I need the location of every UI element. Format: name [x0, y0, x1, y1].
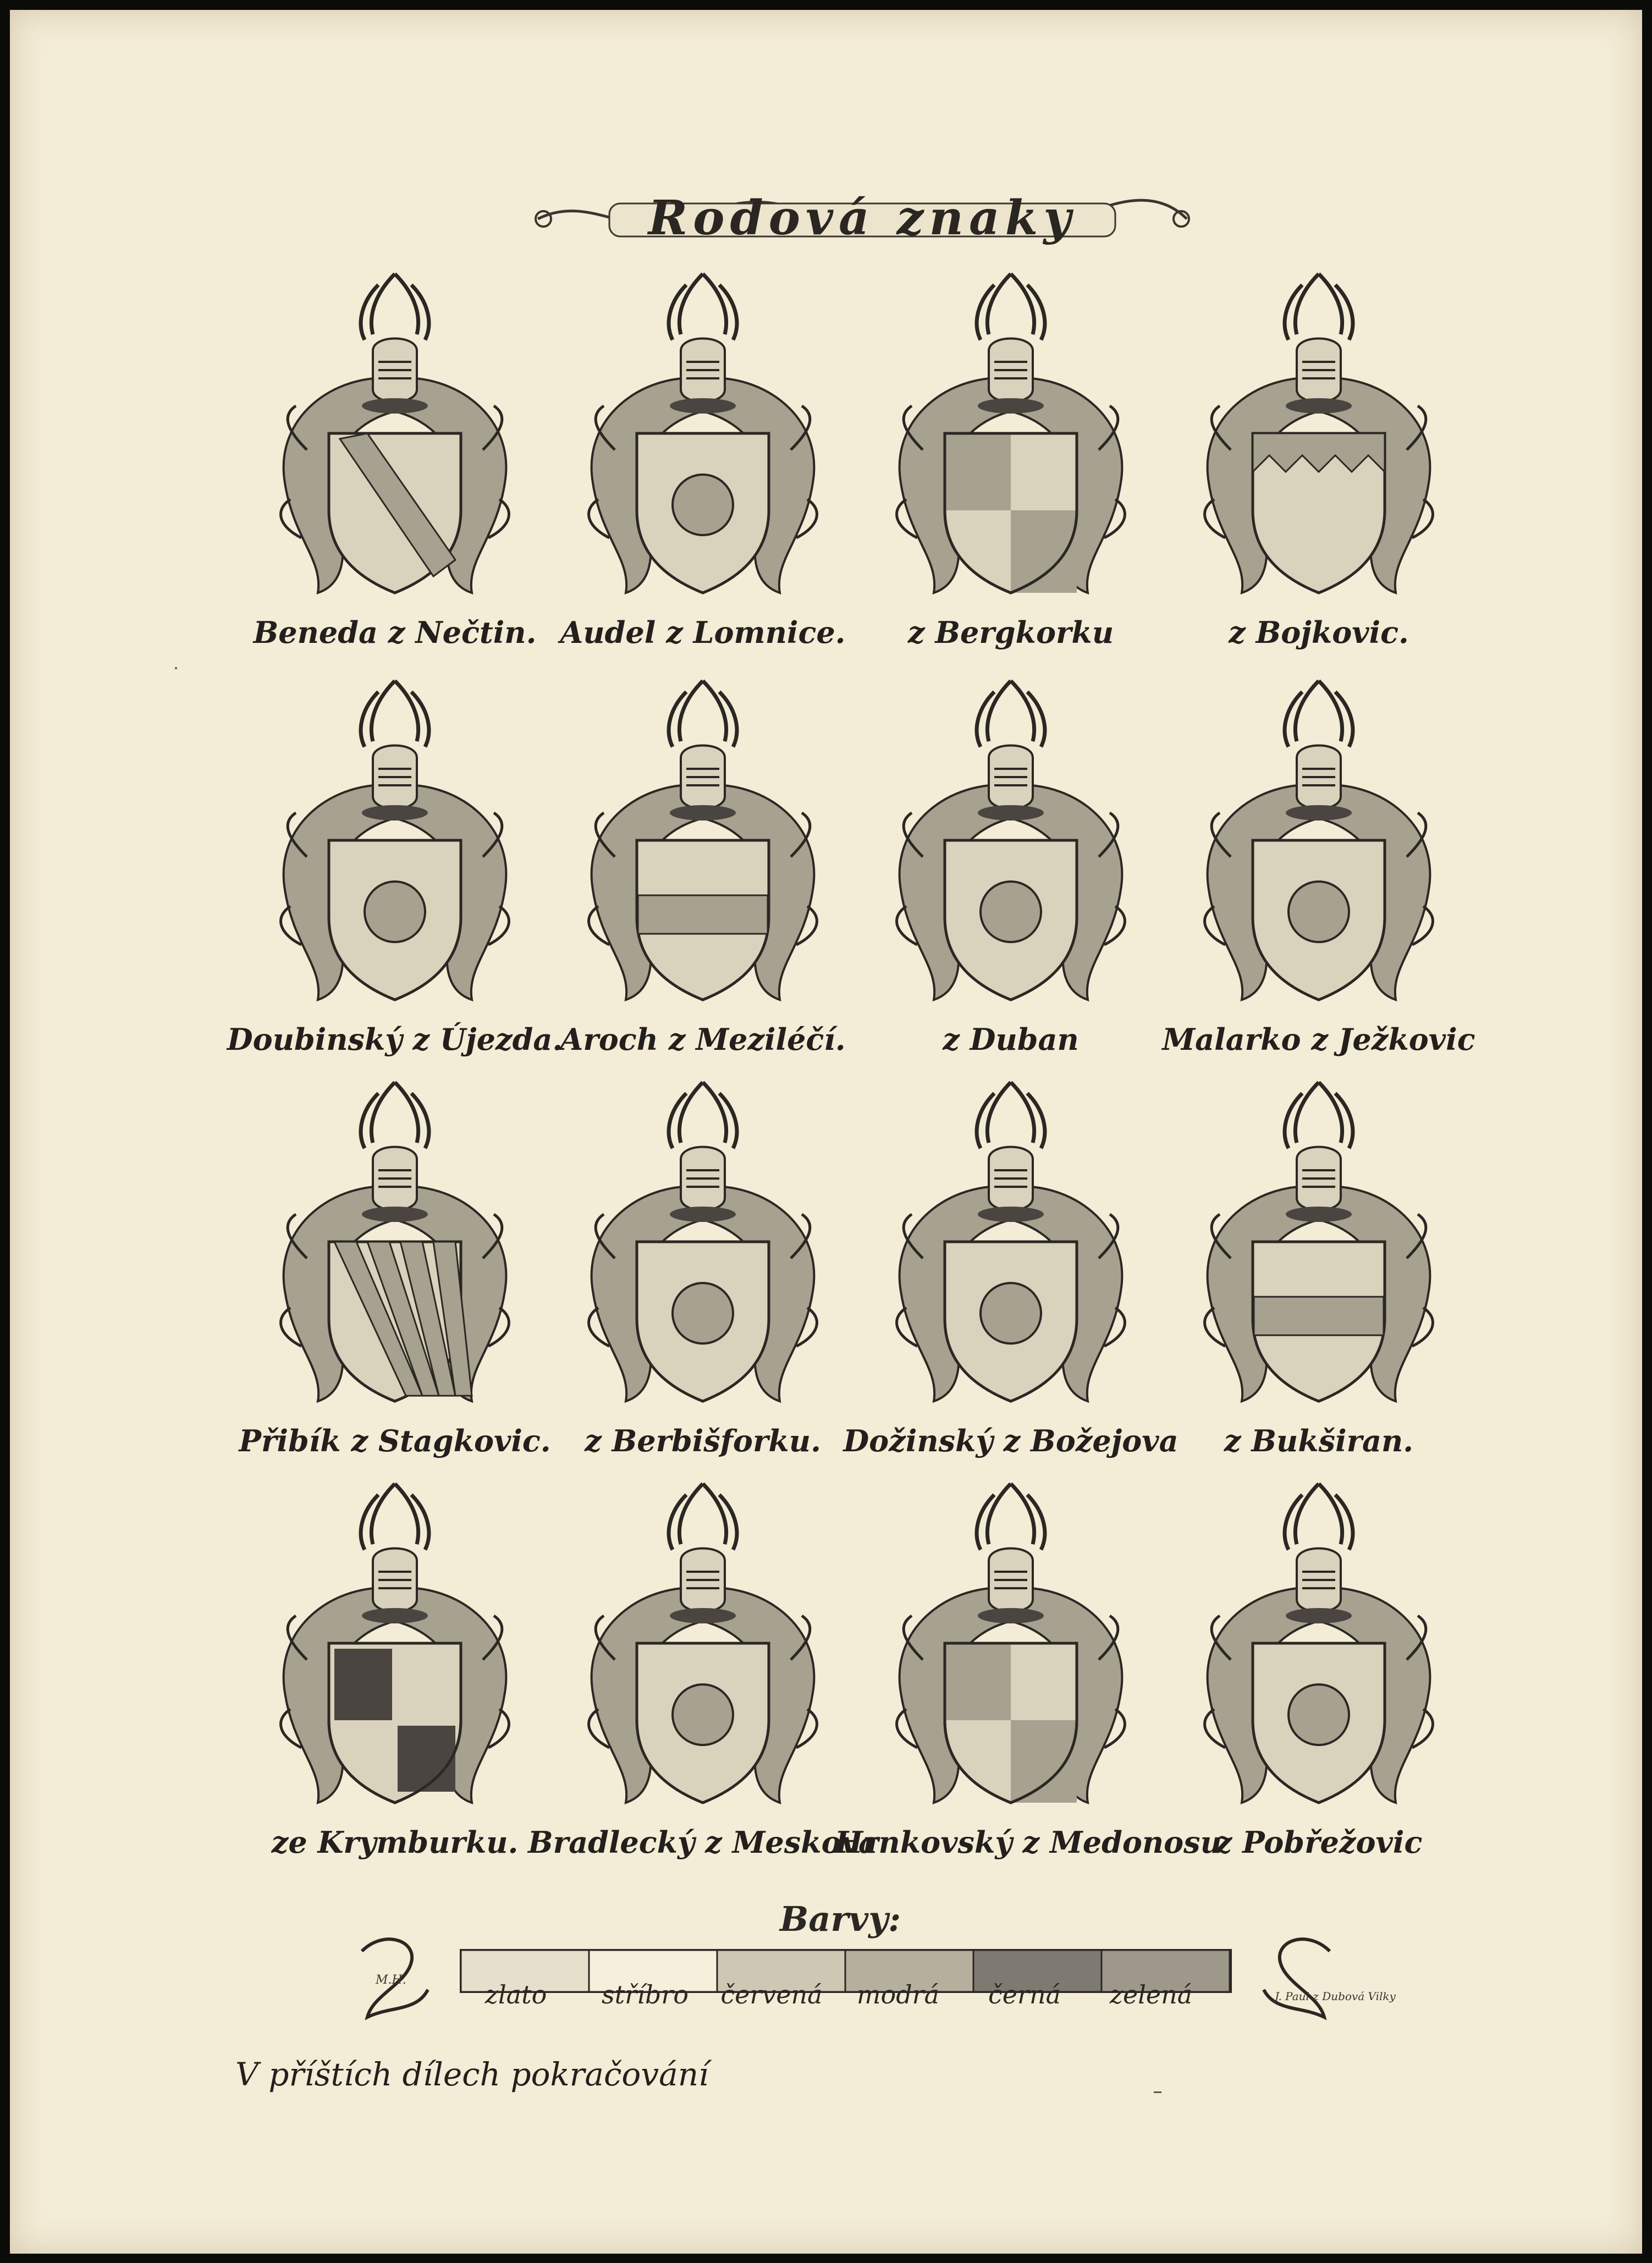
coat-of-arms — [857, 252, 1165, 725]
shield-icon — [857, 1060, 1165, 1412]
arms-caption: z Bukširan. — [1224, 1423, 1414, 1458]
legend-ribbon — [351, 1918, 1341, 2039]
shield-icon — [549, 659, 857, 1011]
arms-caption: Malarko z Ježkovic — [1162, 1022, 1475, 1057]
colors-legend-title: Barvy: — [779, 1899, 901, 1939]
shield-icon — [1165, 659, 1473, 1011]
color-label: černá — [988, 1980, 1061, 2009]
arms-caption: Hrnkovský z Medonosu — [835, 1825, 1222, 1860]
continuation-note: V příštích dílech pokračování — [235, 2056, 709, 2093]
arms-caption: z Bergkorku — [907, 615, 1114, 650]
shield-icon — [549, 252, 857, 604]
coat-of-arms — [528, 1462, 878, 1935]
shield-icon — [857, 252, 1165, 604]
arms-caption: z Pobřežovic — [1215, 1825, 1423, 1860]
coat-of-arms — [549, 252, 857, 725]
coat-of-arms — [241, 252, 549, 725]
arms-caption: z Bojkovic. — [1229, 615, 1409, 650]
coat-of-arms — [1165, 1462, 1473, 1935]
shield-icon — [1165, 1462, 1473, 1814]
arms-caption: z Berbišforku. — [585, 1423, 821, 1458]
arms-caption: ze Krymburku. — [271, 1825, 519, 1860]
arms-caption: Dožinský z Božejova — [843, 1423, 1179, 1458]
speck — [1154, 2091, 1161, 2093]
artist-initials: M.H. — [376, 1973, 406, 1987]
speck — [175, 667, 177, 669]
shield-icon — [241, 1462, 549, 1814]
arms-caption: z Duban — [943, 1022, 1079, 1057]
shield-icon — [857, 659, 1165, 1011]
arms-caption: Doubinský z Újezda. — [227, 1022, 563, 1057]
shield-icon — [857, 1462, 1165, 1814]
coat-of-arms — [241, 1462, 549, 1935]
color-label: zlato — [484, 1980, 547, 2009]
title-banner — [527, 169, 1198, 263]
color-label: červená — [720, 1980, 823, 2009]
colors-legend — [351, 1918, 1341, 2039]
shield-icon — [241, 252, 549, 604]
page-title: Rodová znaky — [648, 190, 1077, 246]
arms-caption: Aroch z Meziléčí. — [560, 1022, 846, 1057]
shield-icon — [1165, 1060, 1473, 1412]
color-label: zelená — [1109, 1980, 1193, 2009]
shield-icon — [241, 1060, 549, 1412]
engraver-signature: J. Paul z Dubová Vilky — [1275, 1990, 1396, 2003]
arms-caption: Bradlecký z Meskova — [528, 1825, 878, 1860]
arms-caption: Audel z Lomnice. — [560, 615, 846, 650]
arms-caption: Přibík z Stagkovic. — [239, 1423, 551, 1458]
shield-icon — [241, 659, 549, 1011]
shield-icon — [549, 1060, 857, 1412]
coat-of-arms — [835, 1462, 1222, 1935]
page — [10, 10, 1642, 2254]
coat-of-arms — [1165, 252, 1473, 725]
color-label: stříbro — [602, 1980, 689, 2009]
arms-caption: Beneda z Nečtin. — [253, 615, 537, 650]
shield-icon — [549, 1462, 857, 1814]
shield-icon — [1165, 252, 1473, 604]
color-label: modrá — [856, 1980, 940, 2009]
